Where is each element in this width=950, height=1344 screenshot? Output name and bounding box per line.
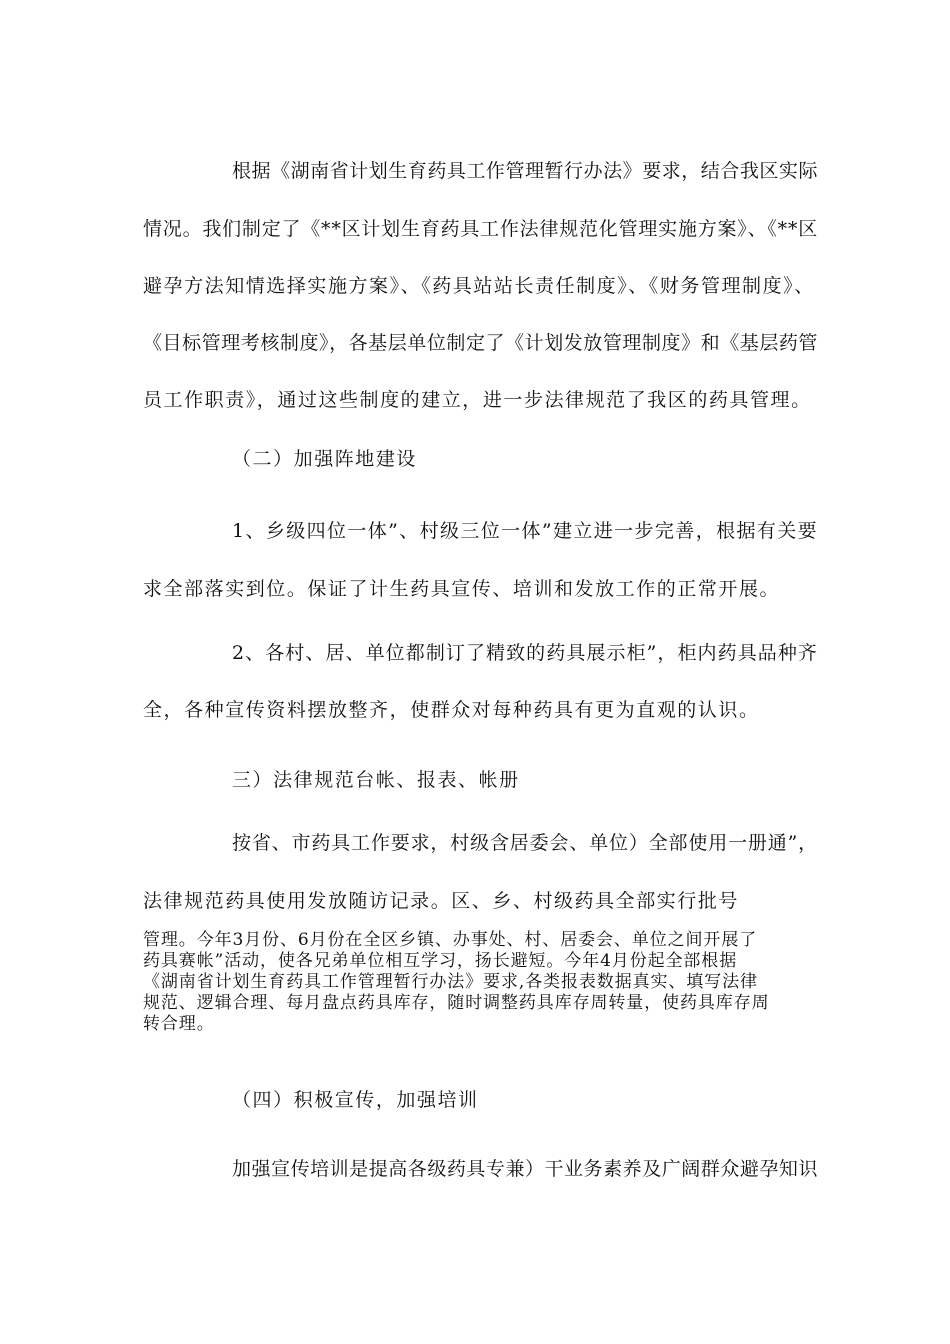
paragraph-line: 2、各村、居、单位都制订了精致的药具展示柜”，柜内药具品种齐: [232, 642, 818, 664]
paragraph-line: 管理。今年3月份、6月份在全区乡镇、办事处、村、居委会、单位之间开展了: [143, 930, 758, 950]
paragraph-line: 全，各种宣传资料摆放整齐，使群众对每种药具有更为直观的认识。: [143, 699, 760, 721]
paragraph-line: 法律规范药具使用发放随访记录。区、乡、村级药具全部实行批号: [143, 890, 739, 912]
paragraph-line: 根据《湖南省计划生育药具工作管理暂行办法》要求，结合我区实际: [232, 160, 818, 182]
section-heading: 三）法律规范台帐、报表、帐册: [232, 769, 520, 791]
paragraph-line: 《湖南省计划生育药具工作管理暂行办法》要求,各类报表数据真实、填写法律: [143, 972, 758, 992]
paragraph-line: 员工作职责》，通过这些制度的建立，进一步法律规范了我区的药具管理。: [143, 389, 812, 411]
paragraph-line: 情况。我们制定了《**区计划生育药具工作法律规范化管理实施方案》、《**区: [143, 218, 818, 240]
paragraph-line: 求全部落实到位。保证了计生药具宣传、培训和发放工作的正常开展。: [143, 578, 781, 600]
paragraph-line: 1、乡级四位一体”、村级三位一体”建立进一步完善，根据有关要: [232, 520, 818, 542]
paragraph-line: 加强宣传培训是提高各级药具专兼）干业务素养及广阔群众避孕知识: [232, 1158, 818, 1180]
paragraph-line: 避孕方法知情选择实施方案》、《药具站站长责任制度》、《财务管理制度》、: [143, 275, 815, 297]
section-heading: （四）积极宣传，加强培训: [232, 1089, 479, 1111]
paragraph-line: 转合理。: [143, 1014, 215, 1034]
section-heading: （二）加强阵地建设: [232, 448, 417, 470]
paragraph-line: 规范、逻辑合理、每月盘点药具库存，随时调整药具库存周转量，使药具库存周: [143, 993, 770, 1013]
paragraph-line: 按省、市药具工作要求，村级含居委会、单位）全部使用一册通”，: [232, 832, 818, 854]
paragraph-line: 《目标管理考核制度》，各基层单位制定了《计划发放管理制度》和《基层药管: [143, 332, 818, 354]
paragraph-line: 药具赛帐”活动，使各兄弟单位相互学习，扬长避短。今年4月份起全部根据: [143, 951, 738, 971]
